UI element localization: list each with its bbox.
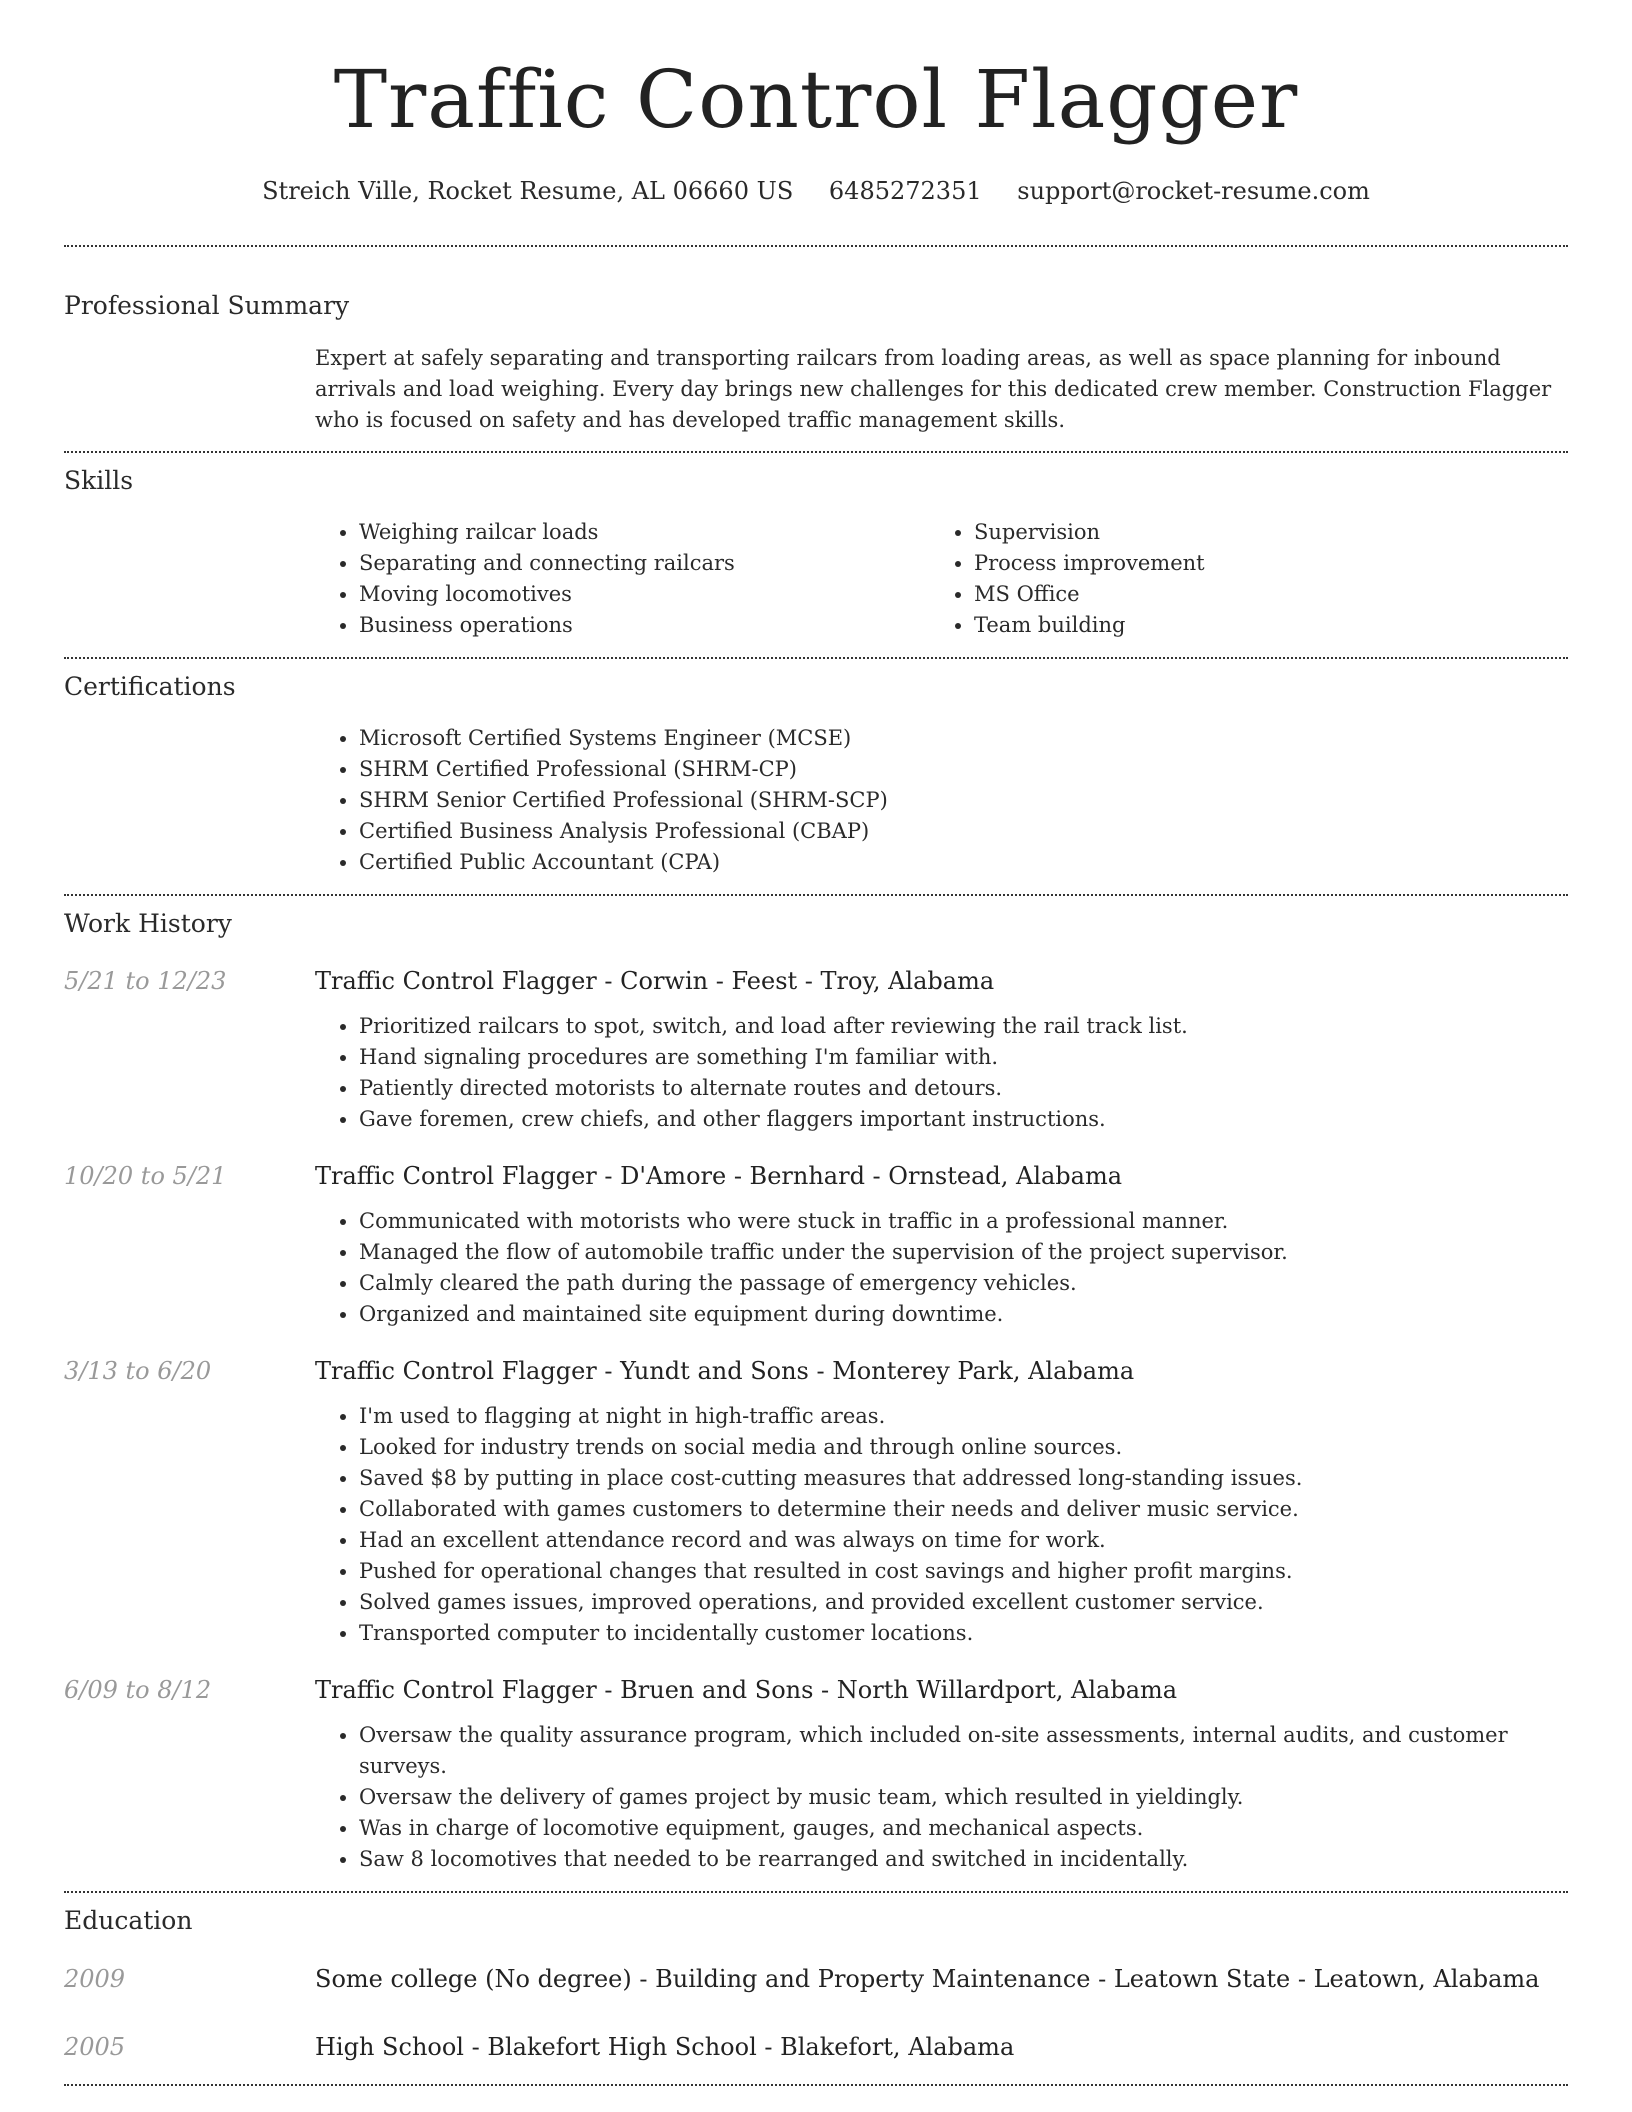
- skill-item: • Moving locomotives: [359, 579, 930, 610]
- education-entry: [64, 2030, 1568, 2064]
- job-duty: • Gave foremen, crew chiefs, and other flaggers important instructions.: [359, 1104, 1568, 1135]
- certification-item: • SHRM Senior Certified Professional (SHRM-SCP): [359, 785, 1568, 816]
- skill-item: • Weighing railcar loads: [359, 517, 930, 548]
- job-duty: • Communicated with motorists who were stuck in traffic in a professional manner.: [359, 1206, 1568, 1237]
- job-title: Traffic Control Flagger - Corwin - Feest - Troy, Alabama: [315, 967, 995, 995]
- job-entry: [64, 1354, 1568, 1649]
- job-dates: 3/13 to 6/20: [64, 1357, 212, 1385]
- job-duty: • Saved $8 by putting in place cost-cutting measures that addressed long-standing issues.: [359, 1463, 1568, 1494]
- job-duty: • Collaborated with games customers to determine their needs and deliver music service.: [359, 1494, 1568, 1525]
- job-entry: [64, 1159, 1568, 1330]
- job-duty: • Calmly cleared the path during the passage of emergency vehicles.: [359, 1268, 1568, 1299]
- section-divider: [64, 2084, 1568, 2086]
- job-duty: • Oversaw the delivery of games project by music team, which resulted in yieldingly.: [359, 1782, 1568, 1813]
- education-year: 2005: [64, 2033, 126, 2061]
- job-duty: • Had an excellent attendance record and was always on time for work.: [359, 1525, 1568, 1556]
- education-year: 2009: [64, 1965, 126, 1993]
- certification-item: • Microsoft Certified Systems Engineer (MCSE): [359, 723, 1568, 754]
- job-duty: • Managed the flow of automobile traffic under the supervision of the project supervisor.: [359, 1237, 1568, 1268]
- contact-phone: 6485272351: [828, 177, 982, 205]
- skill-item: • Team building: [974, 610, 1568, 641]
- job-entry: [64, 1673, 1568, 1875]
- education-heading: Education: [64, 1906, 193, 1935]
- job-duty: • I'm used to flagging at night in high-traffic areas.: [359, 1401, 1568, 1432]
- education-entry: [64, 1962, 1568, 1996]
- job-duty: • Prioritized railcars to spot, switch, and load after reviewing the rail track list.: [359, 1011, 1568, 1042]
- candidate-name: Traffic Control Flagger: [333, 53, 1299, 146]
- skills-section: [64, 453, 1568, 641]
- job-title: Traffic Control Flagger - Yundt and Sons - Monterey Park, Alabama: [315, 1357, 1135, 1385]
- job-duty: • Pushed for operational changes that resulted in cost savings and higher profit margins.: [359, 1556, 1568, 1587]
- certifications-content: [315, 723, 1568, 878]
- education-detail: Some college (No degree) - Building and Property Maintenance - Leatown State - Leatown, Alabama: [315, 1965, 1540, 1993]
- job-duty: • Oversaw the quality assurance program, which included on-site assessments, internal audits, and customer surveys.: [359, 1720, 1568, 1782]
- job-duty: • Hand signaling procedures are something I'm familiar with.: [359, 1042, 1568, 1073]
- skills-column-2: [930, 517, 1568, 641]
- certification-item: • Certified Public Accountant (CPA): [359, 847, 1568, 878]
- job-duty: • Transported computer to incidentally customer locations.: [359, 1618, 1568, 1649]
- contact-email: support@rocket-resume.com: [1017, 177, 1370, 205]
- summary-heading: Professional Summary: [64, 291, 350, 320]
- skills-list: [315, 517, 1568, 641]
- education-detail: High School - Blakefort High School - Blakefort, Alabama: [315, 2033, 1015, 2061]
- contact-address: Streich Ville, Rocket Resume, AL 06660 US: [262, 177, 794, 205]
- skill-item: • Process improvement: [974, 548, 1568, 579]
- certifications-section: [64, 659, 1568, 878]
- skills-column-1: [315, 517, 930, 641]
- job-dates: 6/09 to 8/12: [64, 1676, 212, 1704]
- job-duty: • Was in charge of locomotive equipment, gauges, and mechanical aspects.: [359, 1813, 1568, 1844]
- certifications-heading: Certifications: [64, 672, 236, 701]
- job-dates: 5/21 to 12/23: [64, 967, 227, 995]
- skill-item: • Separating and connecting railcars: [359, 548, 930, 579]
- job-duty: • Looked for industry trends on social media and through online sources.: [359, 1432, 1568, 1463]
- summary-text: Expert at safely separating and transporting railcars from loading areas, as well as space planning for inbound arrivals and load weighing. Every day brings new challenges for this dedicated crew member. Construction Flagger who is focused on safety and has developed traffic management skills.: [315, 346, 1552, 432]
- job-duty: • Patiently directed motorists to alternate routes and detours.: [359, 1073, 1568, 1104]
- skill-item: • Business operations: [359, 610, 930, 641]
- job-entry: [64, 964, 1568, 1135]
- job-title: Traffic Control Flagger - D'Amore - Bernhard - Ornstead, Alabama: [315, 1162, 1123, 1190]
- job-duties: [315, 1011, 1568, 1135]
- skill-item: • MS Office: [974, 579, 1568, 610]
- job-duty: • Saw 8 locomotives that needed to be rearranged and switched in incidentally.: [359, 1844, 1568, 1875]
- summary-section: [64, 247, 1568, 436]
- job-dates: 10/20 to 5/21: [64, 1162, 227, 1190]
- skill-item: • Supervision: [974, 517, 1568, 548]
- certification-item: • SHRM Certified Professional (SHRM-CP): [359, 754, 1568, 785]
- certifications-list: [315, 723, 1568, 878]
- work-history-section: [64, 896, 1568, 941]
- job-duties: [315, 1206, 1568, 1330]
- work-history-heading: Work History: [64, 909, 232, 938]
- job-title: Traffic Control Flagger - Bruen and Sons - North Willardport, Alabama: [315, 1676, 1178, 1704]
- resume-page: [64, 0, 1568, 2086]
- certification-item: • Certified Business Analysis Professional (CBAP): [359, 816, 1568, 847]
- job-duties: [315, 1720, 1568, 1875]
- job-duties: [315, 1401, 1568, 1649]
- education-section: [64, 1893, 1568, 1938]
- contact-line: [64, 174, 1568, 208]
- job-duty: • Organized and maintained site equipment during downtime.: [359, 1299, 1568, 1330]
- skills-heading: Skills: [64, 466, 134, 495]
- job-duty: • Solved games issues, improved operations, and provided excellent customer service.: [359, 1587, 1568, 1618]
